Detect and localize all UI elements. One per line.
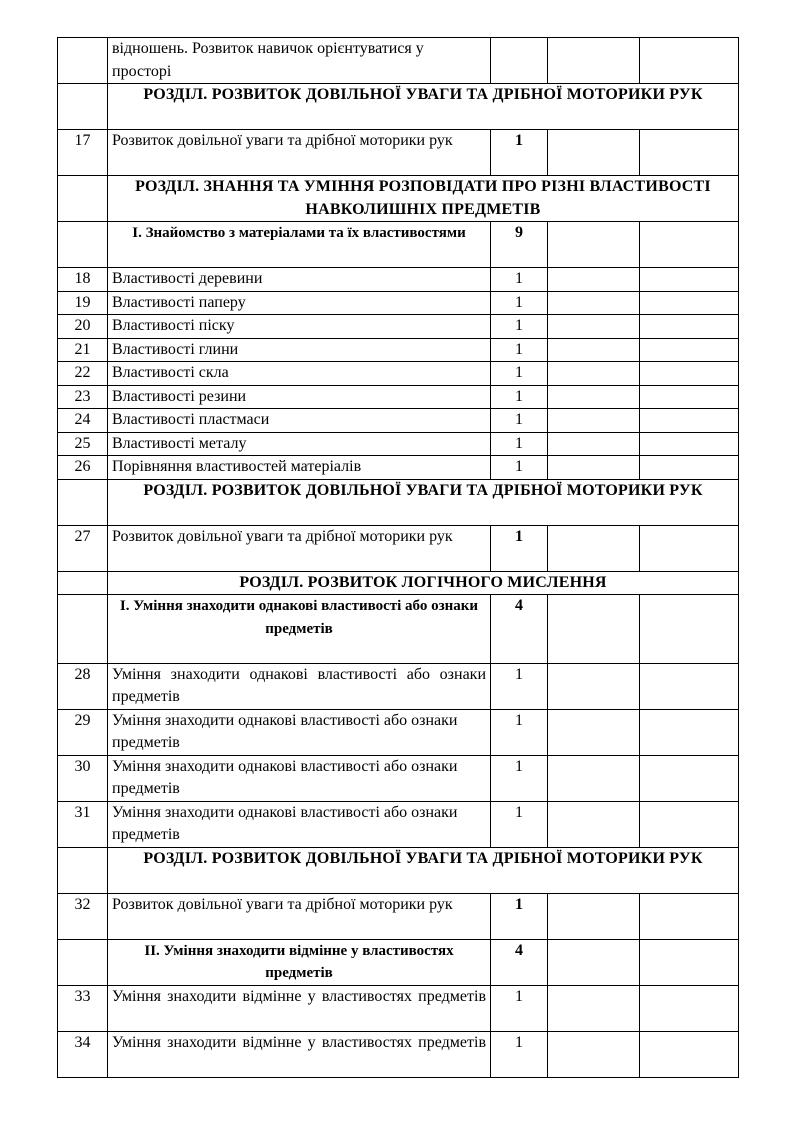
empty-cell bbox=[548, 801, 640, 847]
lesson-number: 17 bbox=[58, 130, 108, 176]
table-row bbox=[58, 130, 739, 176]
lesson-number: 25 bbox=[58, 432, 108, 456]
hours-cell: 1 bbox=[491, 130, 548, 176]
lesson-number: 31 bbox=[58, 801, 108, 847]
empty-cell bbox=[640, 362, 739, 386]
empty-cell bbox=[640, 38, 739, 84]
hours-cell: 4 bbox=[491, 595, 548, 664]
table-row bbox=[58, 338, 739, 362]
lesson-number: 30 bbox=[58, 755, 108, 801]
hours-cell: 1 bbox=[491, 893, 548, 939]
lesson-topic: Властивості паперу bbox=[108, 291, 491, 315]
hours-cell: 1 bbox=[491, 432, 548, 456]
lesson-topic: Властивості металу bbox=[108, 432, 491, 456]
empty-cell bbox=[640, 893, 739, 939]
subsection-row bbox=[58, 939, 739, 985]
empty-cell bbox=[640, 338, 739, 362]
section-title: РОЗДІЛ. ЗНАННЯ ТА УМІННЯ РОЗПОВІДАТИ ПРО РІЗНІ ВЛАСТИВОСТІ НАВКОЛИШНІХ ПРЕДМЕТІВ bbox=[108, 176, 739, 222]
lesson-topic: Розвиток довільної уваги та дрібної моторики рук bbox=[108, 130, 491, 176]
hours-cell: 1 bbox=[491, 409, 548, 433]
lesson-number: 26 bbox=[58, 456, 108, 480]
number-cell bbox=[58, 84, 108, 130]
empty-cell bbox=[640, 1031, 739, 1077]
hours-cell: 1 bbox=[491, 755, 548, 801]
empty-cell bbox=[548, 222, 640, 268]
lesson-number bbox=[58, 38, 108, 84]
empty-cell bbox=[640, 985, 739, 1031]
table-row bbox=[58, 268, 739, 292]
subsection-title: ІІ. Уміння знаходити відмінне у властивостях предметів bbox=[108, 939, 491, 985]
lesson-topic: Уміння знаходити однакові властивості або ознаки предметів bbox=[108, 663, 491, 709]
empty-cell bbox=[548, 939, 640, 985]
empty-cell bbox=[548, 362, 640, 386]
table-row bbox=[58, 456, 739, 480]
lesson-topic: Уміння знаходити однакові властивості або ознаки предметів bbox=[108, 709, 491, 755]
table-row bbox=[58, 709, 739, 755]
table-row bbox=[58, 315, 739, 339]
empty-cell bbox=[640, 663, 739, 709]
lesson-topic: Властивості деревини bbox=[108, 268, 491, 292]
hours-cell: 1 bbox=[491, 315, 548, 339]
section-row bbox=[58, 479, 739, 525]
empty-cell bbox=[640, 939, 739, 985]
lesson-topic: Уміння знаходити відмінне у властивостях предметів bbox=[108, 1031, 491, 1077]
empty-cell bbox=[548, 985, 640, 1031]
empty-cell bbox=[640, 268, 739, 292]
table-row bbox=[58, 432, 739, 456]
hours-cell bbox=[491, 38, 548, 84]
table-row bbox=[58, 385, 739, 409]
empty-cell bbox=[548, 130, 640, 176]
empty-cell bbox=[640, 709, 739, 755]
section-row bbox=[58, 84, 739, 130]
subsection-row bbox=[58, 595, 739, 664]
hours-cell: 1 bbox=[491, 268, 548, 292]
table-row bbox=[58, 362, 739, 386]
number-cell bbox=[58, 222, 108, 268]
empty-cell bbox=[548, 432, 640, 456]
hours-cell: 1 bbox=[491, 385, 548, 409]
hours-cell: 1 bbox=[491, 338, 548, 362]
lesson-topic: Властивості скла bbox=[108, 362, 491, 386]
hours-cell: 1 bbox=[491, 985, 548, 1031]
lesson-number: 23 bbox=[58, 385, 108, 409]
subsection-title: І. Знайомство з матеріалами та їх властивостями bbox=[108, 222, 491, 268]
lesson-number: 27 bbox=[58, 525, 108, 571]
lesson-topic: Розвиток довільної уваги та дрібної моторики рук bbox=[108, 525, 491, 571]
section-row bbox=[58, 571, 739, 595]
hours-cell: 1 bbox=[491, 663, 548, 709]
lesson-topic: Властивості резини bbox=[108, 385, 491, 409]
hours-cell: 1 bbox=[491, 291, 548, 315]
table-row bbox=[58, 38, 739, 84]
section-title: РОЗДІЛ. РОЗВИТОК ДОВІЛЬНОЇ УВАГИ ТА ДРІБНОЇ МОТОРИКИ РУК bbox=[108, 847, 739, 893]
empty-cell bbox=[640, 385, 739, 409]
lesson-number: 29 bbox=[58, 709, 108, 755]
empty-cell bbox=[548, 709, 640, 755]
table-row bbox=[58, 409, 739, 433]
empty-cell bbox=[548, 291, 640, 315]
empty-cell bbox=[640, 432, 739, 456]
section-row bbox=[58, 176, 739, 222]
curriculum-table bbox=[57, 37, 739, 1078]
subsection-title: І. Уміння знаходити однакові властивості або ознаки предметів bbox=[108, 595, 491, 664]
hours-cell: 9 bbox=[491, 222, 548, 268]
number-cell bbox=[58, 571, 108, 595]
hours-cell: 1 bbox=[491, 362, 548, 386]
table-row bbox=[58, 525, 739, 571]
hours-cell: 4 bbox=[491, 939, 548, 985]
table-row bbox=[58, 893, 739, 939]
hours-cell: 1 bbox=[491, 801, 548, 847]
empty-cell bbox=[640, 315, 739, 339]
section-title: РОЗДІЛ. РОЗВИТОК ДОВІЛЬНОЇ УВАГИ ТА ДРІБНОЇ МОТОРИКИ РУК bbox=[108, 479, 739, 525]
lesson-number: 34 bbox=[58, 1031, 108, 1077]
empty-cell bbox=[640, 456, 739, 480]
table-row bbox=[58, 801, 739, 847]
empty-cell bbox=[548, 409, 640, 433]
empty-cell bbox=[640, 525, 739, 571]
empty-cell bbox=[548, 456, 640, 480]
section-title: РОЗДІЛ. РОЗВИТОК ДОВІЛЬНОЇ УВАГИ ТА ДРІБНОЇ МОТОРИКИ РУК bbox=[108, 84, 739, 130]
empty-cell bbox=[548, 338, 640, 362]
empty-cell bbox=[640, 595, 739, 664]
empty-cell bbox=[548, 315, 640, 339]
lesson-number: 18 bbox=[58, 268, 108, 292]
empty-cell bbox=[640, 130, 739, 176]
number-cell bbox=[58, 847, 108, 893]
empty-cell bbox=[548, 1031, 640, 1077]
empty-cell bbox=[640, 291, 739, 315]
lesson-number: 22 bbox=[58, 362, 108, 386]
subsection-row bbox=[58, 222, 739, 268]
table-row bbox=[58, 1031, 739, 1077]
lesson-number: 33 bbox=[58, 985, 108, 1031]
empty-cell bbox=[640, 755, 739, 801]
empty-cell bbox=[548, 385, 640, 409]
empty-cell bbox=[548, 755, 640, 801]
empty-cell bbox=[640, 222, 739, 268]
lesson-topic: Властивості глини bbox=[108, 338, 491, 362]
lesson-number: 32 bbox=[58, 893, 108, 939]
lesson-topic: відношень. Розвиток навичок орієнтуватися у просторі bbox=[108, 38, 491, 84]
number-cell bbox=[58, 176, 108, 222]
empty-cell bbox=[548, 525, 640, 571]
lesson-number: 20 bbox=[58, 315, 108, 339]
empty-cell bbox=[640, 801, 739, 847]
empty-cell bbox=[548, 595, 640, 664]
lesson-topic: Властивості піску bbox=[108, 315, 491, 339]
empty-cell bbox=[548, 663, 640, 709]
number-cell bbox=[58, 939, 108, 985]
empty-cell bbox=[548, 893, 640, 939]
table-row bbox=[58, 663, 739, 709]
table-row bbox=[58, 755, 739, 801]
hours-cell: 1 bbox=[491, 456, 548, 480]
number-cell bbox=[58, 595, 108, 664]
table-row bbox=[58, 291, 739, 315]
lesson-number: 28 bbox=[58, 663, 108, 709]
hours-cell: 1 bbox=[491, 1031, 548, 1077]
lesson-topic: Уміння знаходити однакові властивості або ознаки предметів bbox=[108, 755, 491, 801]
table-row bbox=[58, 985, 739, 1031]
empty-cell bbox=[548, 268, 640, 292]
number-cell bbox=[58, 479, 108, 525]
hours-cell: 1 bbox=[491, 525, 548, 571]
section-title: РОЗДІЛ. РОЗВИТОК ЛОГІЧНОГО МИСЛЕННЯ bbox=[108, 571, 739, 595]
lesson-number: 21 bbox=[58, 338, 108, 362]
lesson-topic: Уміння знаходити відмінне у властивостях предметів bbox=[108, 985, 491, 1031]
empty-cell bbox=[548, 38, 640, 84]
table-body bbox=[58, 38, 739, 1078]
lesson-topic: Порівняння властивостей матеріалів bbox=[108, 456, 491, 480]
section-row bbox=[58, 847, 739, 893]
empty-cell bbox=[640, 409, 739, 433]
lesson-number: 24 bbox=[58, 409, 108, 433]
lesson-topic: Уміння знаходити однакові властивості або ознаки предметів bbox=[108, 801, 491, 847]
lesson-topic: Розвиток довільної уваги та дрібної моторики рук bbox=[108, 893, 491, 939]
hours-cell: 1 bbox=[491, 709, 548, 755]
lesson-topic: Властивості пластмаси bbox=[108, 409, 491, 433]
lesson-number: 19 bbox=[58, 291, 108, 315]
